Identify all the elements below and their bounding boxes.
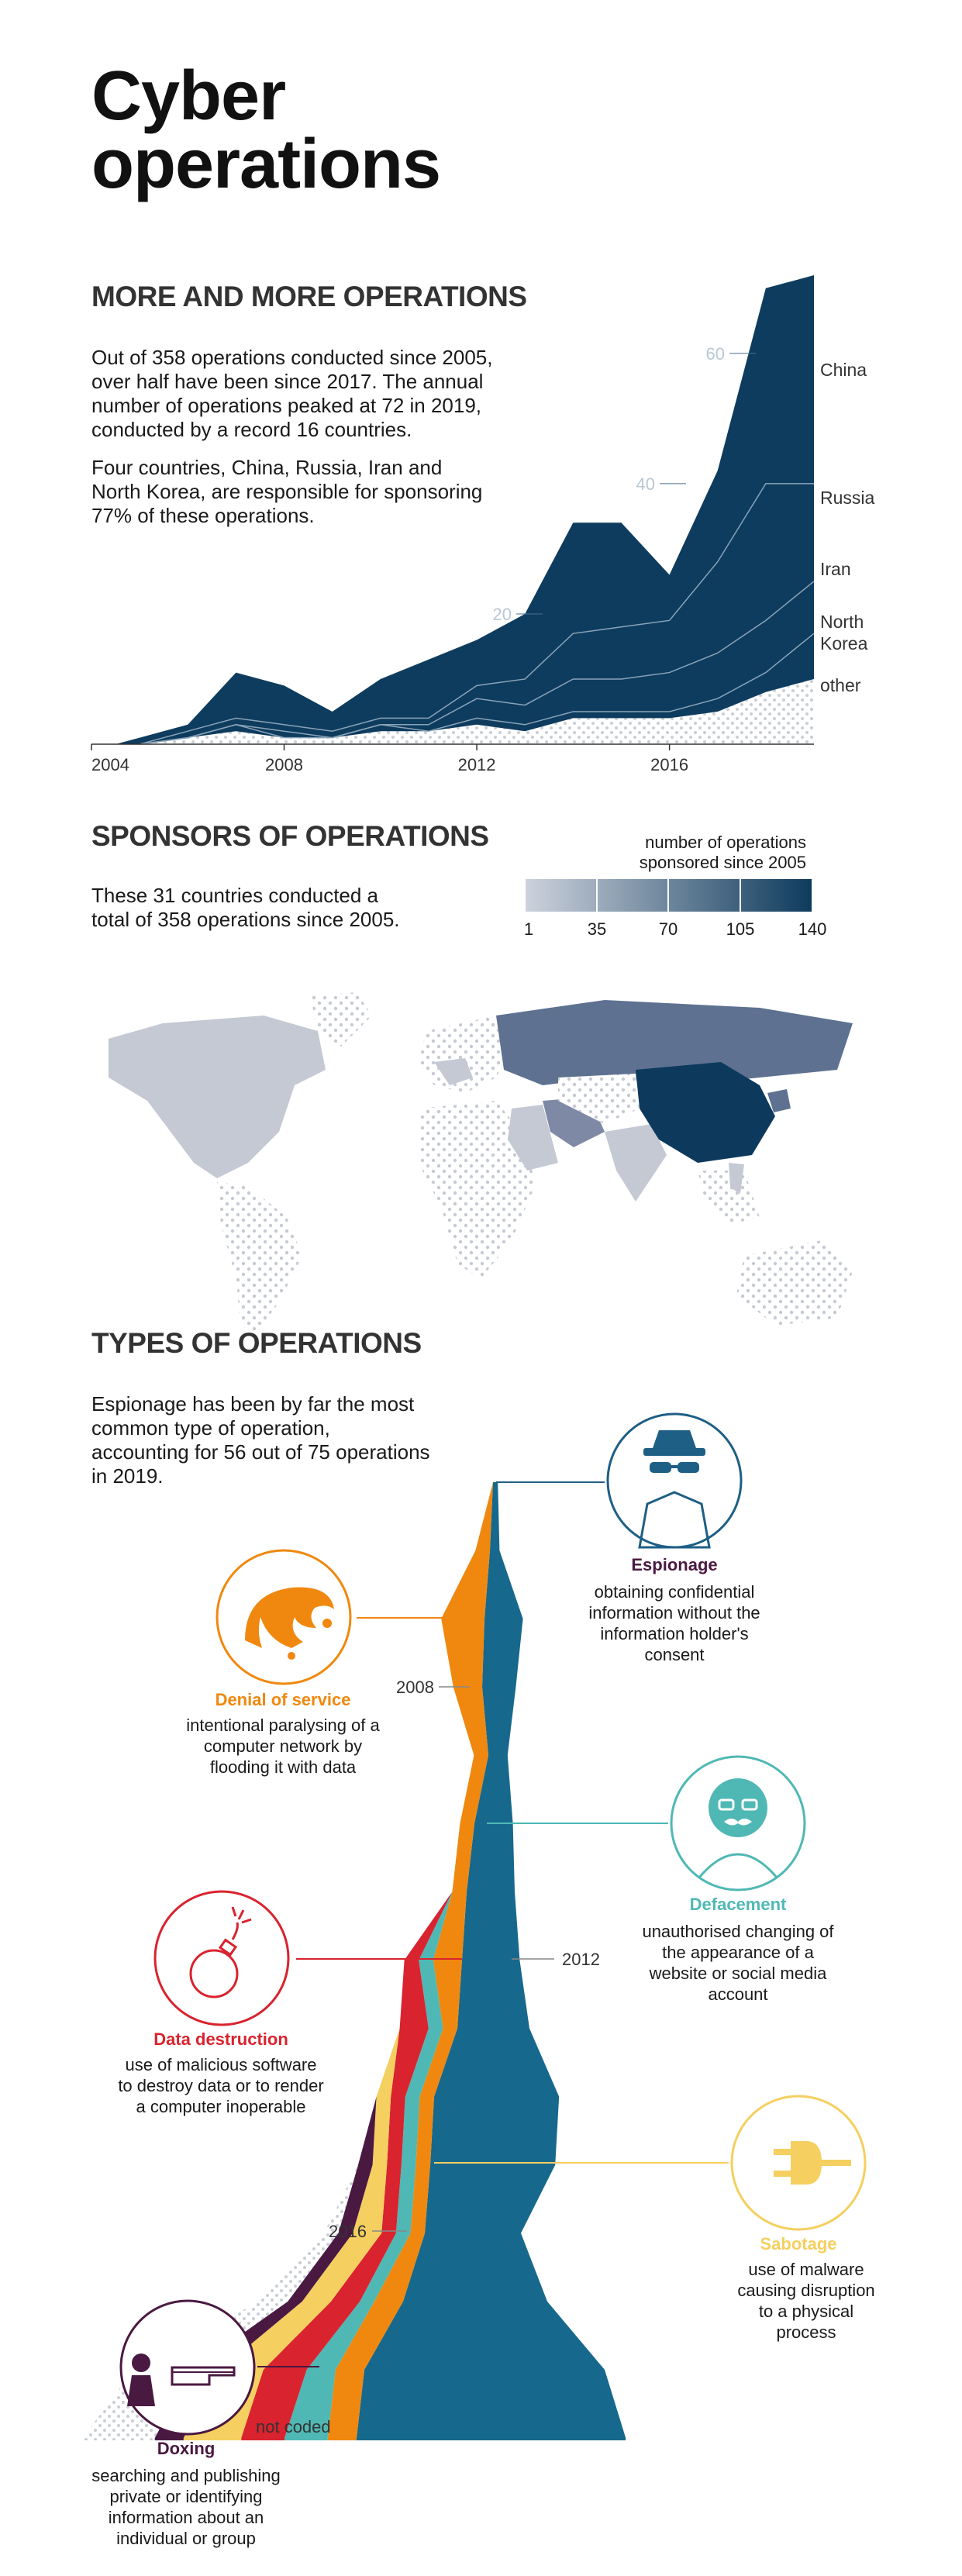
year-label-2008: 2008	[396, 1678, 434, 1697]
operations-paragraph-1: Out of 358 operations conducted since 2005, over half have been since 2017. The annual number of operations peaked at 72 in 2019, conducted by a record 16 countries.	[91, 346, 493, 441]
type-desc-denial-of-service: intentional paralysing of a computer network by flooding it with data	[186, 1716, 380, 1777]
type-name-defacement: Defacement	[689, 1895, 787, 1914]
type-desc-doxing: searching and publishing private or identifying information about an individual or group	[91, 2466, 281, 2548]
not-coded-label: not coded	[256, 2417, 331, 2436]
year-label-2012: 2012	[562, 1950, 600, 1969]
type-name-sabotage: Sabotage	[760, 2234, 837, 2254]
operations-area-chart	[0, 256, 962, 783]
x-tick-2004: 2004	[91, 755, 129, 774]
type-desc-data-destruction: use of malicious software to destroy data or to render a computer inoperable	[118, 2055, 324, 2116]
type-name-denial-of-service: Denial of service	[215, 1690, 351, 1709]
type-desc-espionage: obtaining confidential information without the information holder's consent	[588, 1582, 760, 1664]
legend-tick-105: 105	[726, 919, 755, 938]
series-label-iran: Iran	[820, 559, 851, 579]
map-north-america	[109, 1016, 326, 1178]
legend-tick-1: 1	[523, 919, 534, 938]
type-name-doxing: Doxing	[157, 2439, 216, 2458]
types-paragraph: Espionage has been by far the most common type of operation, accounting for 56 out of 75 operations in 2019.	[91, 1392, 430, 1488]
y-tick-60: 60	[705, 343, 725, 364]
series-label-other: other	[820, 675, 861, 695]
legend-tick-35: 35	[587, 919, 607, 938]
legend-tick-140: 140	[798, 919, 827, 938]
map-se-asia	[698, 1171, 760, 1225]
x-tick-2016: 2016	[650, 755, 689, 774]
map-greenland	[310, 992, 372, 1047]
type-desc-sabotage: use of malware causing disruption to a physical process	[737, 2260, 875, 2342]
section-heading-operations: MORE AND MORE OPERATIONS	[91, 281, 527, 312]
world-map	[62, 985, 899, 1341]
series-label-north-korea: North Korea	[820, 612, 868, 653]
denial-of-service-icon-circle	[214, 1547, 353, 1687]
type-name-data-destruction: Data destruction	[153, 2029, 288, 2049]
sabotage-icon-circle	[729, 2093, 868, 2233]
section-heading-sponsors: SPONSORS OF OPERATIONS	[91, 820, 489, 852]
y-tick-40: 40	[636, 474, 655, 494]
operations-paragraph-2: Four countries, China, Russia, Iran and North Korea, are responsible for sponsoring 77% of these operations.	[91, 456, 483, 527]
doxing-icon-circle	[118, 2298, 257, 2437]
series-label-russia: Russia	[820, 488, 875, 508]
defacement-icon-circle	[668, 1754, 808, 1893]
x-tick-2012: 2012	[457, 755, 496, 774]
x-tick-2008: 2008	[265, 755, 304, 774]
sponsors-paragraph: These 31 countries conducted a total of 358 operations since 2005.	[91, 884, 400, 931]
series-label-china: China	[820, 360, 867, 380]
map-legend	[519, 876, 829, 938]
map-europe	[419, 1016, 512, 1093]
type-name-espionage: Espionage	[631, 1555, 718, 1574]
espionage-icon-circle	[605, 1411, 744, 1550]
type-desc-defacement: unauthorised changing of the appearance of a website or social media account	[642, 1922, 834, 2004]
year-label-2016: 2016	[329, 2222, 367, 2241]
y-tick-20: 20	[492, 604, 512, 624]
legend-tick-70: 70	[658, 919, 678, 938]
data-destruction-icon-circle	[152, 1888, 291, 2028]
page-title: Cyber operations	[91, 57, 441, 203]
section-heading-types: TYPES OF OPERATIONS	[91, 1327, 422, 1359]
map-south-america	[217, 1182, 302, 1333]
map-legend-title: number of operations sponsored since 2005	[639, 833, 806, 872]
map-australia	[736, 1240, 853, 1326]
